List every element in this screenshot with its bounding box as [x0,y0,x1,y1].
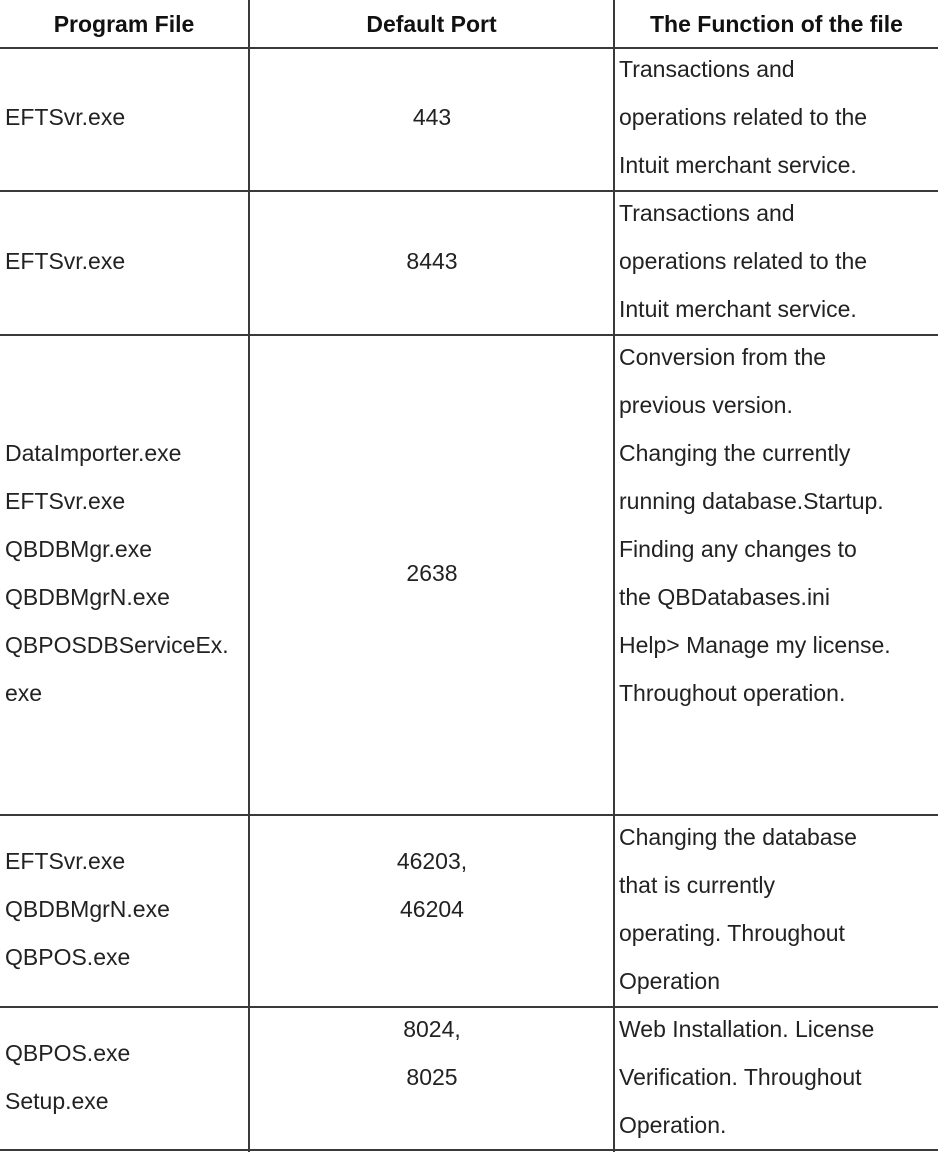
function-line: Transactions and [619,200,795,226]
table-row-1-files [5,93,125,141]
function-line: operations related to the [619,104,868,130]
table-row-5-port [250,1005,614,1101]
default-port: 443 [412,104,452,130]
program-file: EFTSvr.exe [5,848,126,874]
program-file: QBDBMgrN.exe [5,584,170,610]
default-port: 8443 [406,248,458,274]
function-line: Conversion from the [619,344,827,370]
program-file: EFTSvr.exe [5,104,126,130]
table-row-3-files [5,429,229,717]
function-line: that is currently [619,872,775,898]
table-row-5-files [5,1029,130,1125]
table-row-4-function [619,813,857,1005]
function-line: Verification. Throughout [619,1064,862,1090]
function-line: Throughout operation. [619,680,846,706]
program-file: EFTSvr.exe [5,488,126,514]
default-port: 2638 [406,560,458,586]
header-function: The Function of the file [650,10,903,37]
header-default-port: Default Port [366,10,497,37]
function-line: Intuit merchant service. [619,152,857,178]
table-row-2-function [619,189,867,333]
program-file: QBPOS.exe [5,944,131,970]
default-port: 46204 [400,896,464,922]
table-row-2-files [5,237,125,285]
table-row-3-port [250,549,614,597]
default-port: 46203, [396,848,468,874]
program-file: Setup.exe [5,1088,109,1114]
function-line: Help> Manage my license. [619,632,891,658]
function-line: Operation [619,968,721,994]
table-row-1-function [619,45,867,189]
function-line: running database.Startup. [619,488,884,514]
table-row-2-port [250,237,614,285]
table-row-4-port [250,837,614,933]
default-port: 8024, [403,1016,461,1042]
default-port: 8025 [406,1064,458,1090]
row-divider [0,1149,938,1151]
program-file: QBPOS.exe [5,1040,131,1066]
table-row-4-files [5,837,170,981]
function-line: previous version. [619,392,793,418]
program-file: DataImporter.exe [5,440,182,466]
program-file: exe [5,680,43,706]
function-line: Transactions and [619,56,795,82]
function-line: Web Installation. License [619,1016,875,1042]
program-file: QBPOSDBServiceEx. [5,632,229,658]
function-line: Changing the database [619,824,857,850]
function-line: Operation. [619,1112,727,1138]
table-row-3-function [619,333,891,717]
program-file: QBDBMgr.exe [5,536,152,562]
function-line: Intuit merchant service. [619,296,857,322]
function-line: Changing the currently [619,440,851,466]
function-line: Finding any changes to [619,536,857,562]
function-line: operations related to the [619,248,868,274]
function-line: operating. Throughout [619,920,845,946]
table-row-5-function [619,1005,874,1149]
table-row-1-port [250,93,614,141]
function-line: the QBDatabases.ini [619,584,830,610]
header-program-file: Program File [53,10,195,37]
program-file: EFTSvr.exe [5,248,126,274]
program-file: QBDBMgrN.exe [5,896,170,922]
